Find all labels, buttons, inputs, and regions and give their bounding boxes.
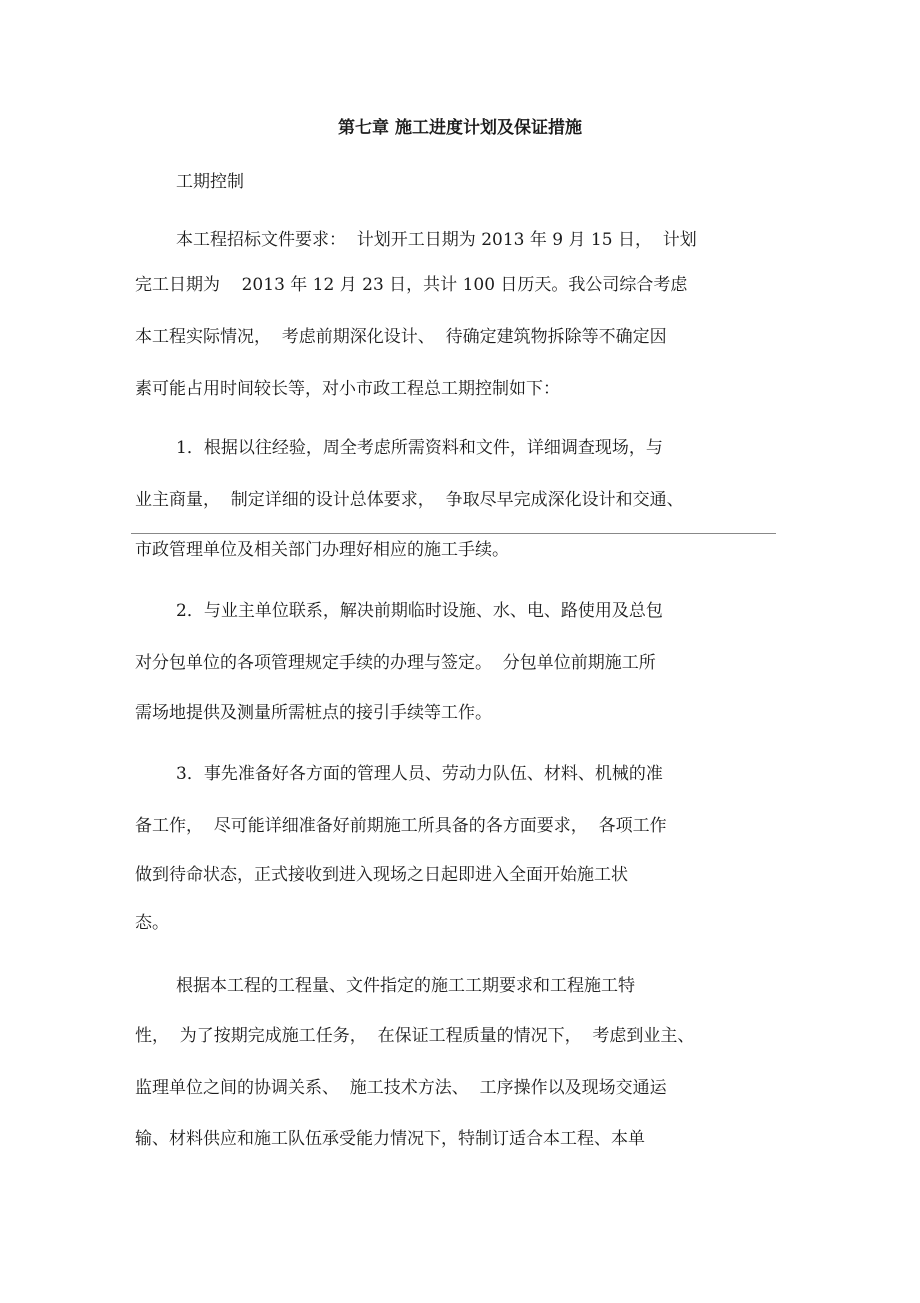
- text-line: 做到待命状态，正式接收到进入现场之日起即进入全面开始施工状: [135, 865, 628, 885]
- text-line: 本工程招标文件要求： 计划开工日期为 2013 年 9 月 15 日， 计划: [176, 230, 697, 250]
- text-line: 监理单位之间的协调关系、 施工技术方法、 工序操作以及现场交通运: [135, 1078, 667, 1098]
- section-heading: 工期控制: [176, 172, 244, 192]
- text-line: 备工作， 尽可能详细准备好前期施工所具备的各方面要求， 各项工作: [135, 816, 667, 836]
- text-line: 1．根据以往经验，周全考虑所需资料和文件，详细调查现场，与: [176, 438, 663, 458]
- horizontal-rule: [131, 533, 776, 534]
- text-line: 素可能占用时间较长等，对小市政工程总工期控制如下：: [135, 379, 560, 399]
- text-line: 需场地提供及测量所需桩点的接引手续等工作。: [135, 703, 492, 723]
- text-line: 业主商量， 制定详细的设计总体要求， 争取尽早完成深化设计和交通、: [135, 490, 684, 510]
- text-line: 3．事先准备好各方面的管理人员、劳动力队伍、材料、机械的准: [176, 764, 663, 784]
- chapter-title: 第七章 施工进度计划及保证措施: [338, 118, 582, 138]
- text-line: 2．与业主单位联系，解决前期临时设施、水、电、路使用及总包: [176, 601, 663, 621]
- text-line: 输、材料供应和施工队伍承受能力情况下，特制订适合本工程、本单: [135, 1129, 645, 1149]
- text-line: 市政管理单位及相关部门办理好相应的施工手续。: [135, 540, 509, 560]
- text-line: 完工日期为 2013 年 12 月 23 日，共计 100 日历天。我公司综合考虑: [135, 275, 688, 295]
- text-line: 性， 为了按期完成施工任务， 在保证工程质量的情况下， 考虑到业主、: [135, 1026, 695, 1046]
- text-line: 态。: [135, 913, 169, 933]
- text-line: 根据本工程的工程量、文件指定的施工工期要求和工程施工特: [176, 976, 635, 996]
- text-line: 对分包单位的各项管理规定手续的办理与签定。 分包单位前期施工所: [135, 653, 656, 673]
- text-line: 本工程实际情况， 考虑前期深化设计、 待确定建筑物拆除等不确定因: [135, 327, 667, 347]
